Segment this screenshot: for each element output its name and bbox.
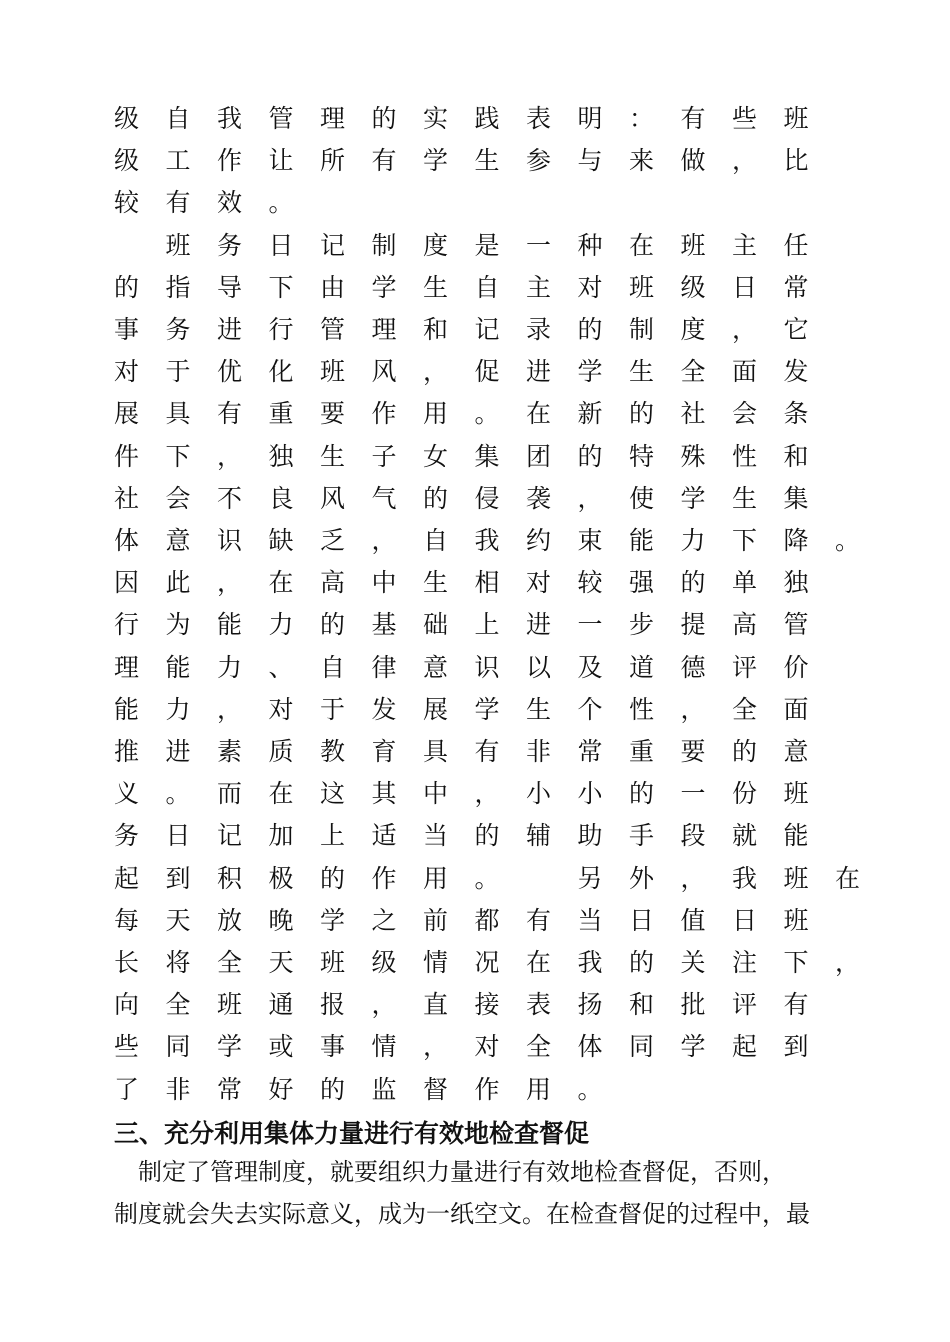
text-line: 班 务 日 记 制 度 是 一 种 在 班 主 任 bbox=[165, 230, 809, 260]
paragraph-line: 制定了管理制度，就要组织力量进行有效地检查督促，否则， bbox=[114, 1158, 786, 1186]
text-line: 务 日 记 加 上 适 当 的 辅 助 手 段 就 能 bbox=[114, 821, 809, 851]
text-line: 理 能 力 、 自 律 意 识 以 及 道 德 评 价 bbox=[114, 652, 809, 682]
text-line: 事 务 进 行 管 理 和 记 录 的 制 度 ， 它 bbox=[114, 315, 809, 344]
text-line: 对 于 优 化 班 风 ， 促 进 学 生 全 面 发 bbox=[114, 357, 809, 387]
text-line: 推 进 素 质 教 育 具 有 非 常 重 要 的 意 bbox=[114, 737, 809, 766]
text-line: 义 。 而 在 这 其 中 ， 小 小 的 一 份 班 bbox=[114, 779, 809, 809]
text-line: 起 到 积 极 的 作 用 。 另 外 ， 我 班 在 bbox=[114, 863, 861, 893]
text-line: 级 工 作 让 所 有 学 生 参 与 来 做 ， 比 bbox=[114, 146, 809, 176]
text-line: 因 此 ， 在 高 中 生 相 对 较 强 的 单 独 bbox=[114, 568, 809, 598]
text-line: 长 将 全 天 班 级 情 况 在 我 的 关 注 下 ， bbox=[114, 948, 861, 977]
text-line: 件 下 ， 独 生 子 女 集 团 的 特 殊 性 和 bbox=[114, 441, 809, 471]
text-line: 行 为 能 力 的 基 础 上 进 一 步 提 高 管 bbox=[114, 610, 809, 640]
paragraph-line: 制度就会失去实际意义，成为一纸空文。在检查督促的过程中，最 bbox=[114, 1200, 810, 1228]
text-line: 能 力 ， 对 于 发 展 学 生 个 性 ， 全 面 bbox=[114, 694, 809, 724]
text-line: 向 全 班 通 报 ， 直 接 表 扬 和 批 评 有 bbox=[114, 990, 809, 1020]
text-line: 体 意 识 缺 乏 ， 自 我 约 束 能 力 下 降 。 bbox=[114, 526, 861, 555]
text-line: 些 同 学 或 事 情 ， 对 全 体 同 学 起 到 bbox=[114, 1032, 809, 1062]
text-line: 的 指 导 下 由 学 生 自 主 对 班 级 日 常 bbox=[114, 272, 809, 302]
text-line: 社 会 不 良 风 气 的 侵 袭 ， 使 学 生 集 bbox=[114, 483, 809, 513]
text-line: 较 有 效 。 bbox=[114, 188, 294, 218]
section-heading: 三、充分利用集体力量进行有效地检查督促 bbox=[114, 1119, 590, 1148]
text-line: 每 天 放 晚 学 之 前 都 有 当 日 值 日 班 bbox=[114, 905, 809, 935]
text-line: 展 具 有 重 要 作 用 。 在 新 的 社 会 条 bbox=[114, 399, 809, 429]
text-line: 了 非 常 好 的 监 督 作 用 。 bbox=[114, 1074, 603, 1104]
text-line: 级 自 我 管 理 的 实 践 表 明 ： 有 些 班 bbox=[114, 104, 809, 133]
